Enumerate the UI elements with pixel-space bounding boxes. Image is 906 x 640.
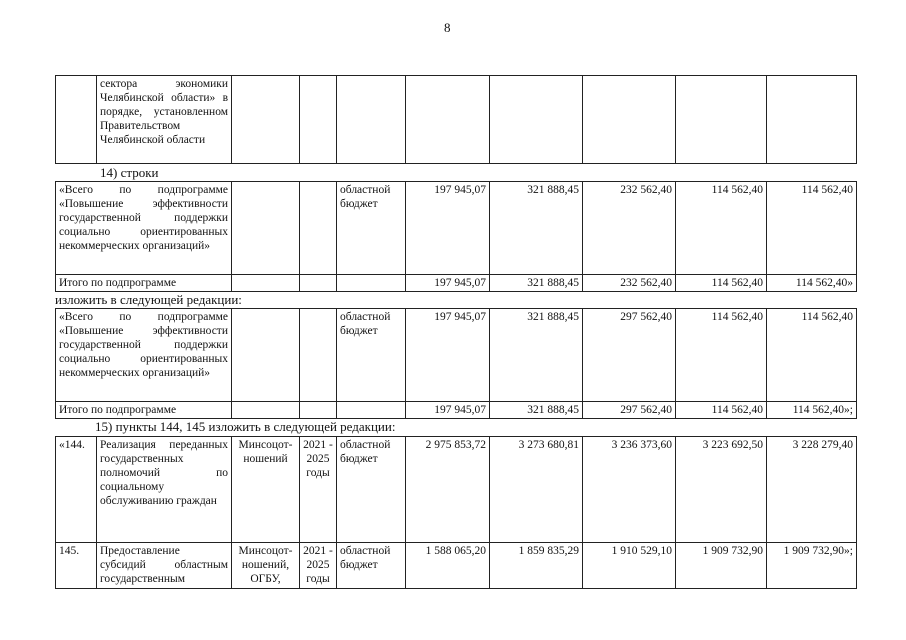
table-cell <box>232 76 300 164</box>
table-cell <box>300 309 337 402</box>
old-rows-table <box>55 181 857 292</box>
table-cell: 321 888,45 <box>490 309 583 402</box>
table-cell: 197 945,07 <box>406 309 490 402</box>
table-cell: «144. <box>56 437 97 543</box>
table-row <box>56 275 857 292</box>
table-cell: 2 975 853,72 <box>406 437 490 543</box>
table-cell: «Всего по подпрограмме «Повышение эффективности государственной поддержки социально ориентированных некоммерческих организаций» <box>56 309 232 402</box>
table-cell: «Всего по подпрограмме «Повышение эффективности государственной поддержки социально ориентированных некоммерческих организаций» <box>56 182 232 275</box>
table-cell: 3 228 279,40 <box>767 437 857 543</box>
table-row <box>56 437 857 543</box>
table-cell: Итого по подпрограмме <box>56 275 232 292</box>
table-cell: 232 562,40 <box>583 182 676 275</box>
new-rows-table <box>55 308 857 419</box>
table-cell: 1 588 065,20 <box>406 543 490 589</box>
table-cell: 1 859 835,29 <box>490 543 583 589</box>
table-row <box>56 543 857 589</box>
table-row <box>56 402 857 419</box>
table-cell <box>232 182 300 275</box>
section-14-line: 14) строки <box>100 165 159 180</box>
table-cell <box>56 76 97 164</box>
table-cell: 114 562,40 <box>767 309 857 402</box>
table-cell: областной бюджет <box>337 437 406 543</box>
table-cell: 114 562,40»; <box>767 402 857 419</box>
table-cell: 197 945,07 <box>406 182 490 275</box>
table-cell: 1 910 529,10 <box>583 543 676 589</box>
table-cell <box>232 402 300 419</box>
table-cell: 3 236 373,60 <box>583 437 676 543</box>
table-cell: 321 888,45 <box>490 402 583 419</box>
table-cell <box>300 402 337 419</box>
table-cell: 114 562,40 <box>676 402 767 419</box>
table-cell: областной бюджет <box>337 182 406 275</box>
page-number: 8 <box>444 20 451 35</box>
table-cell <box>232 309 300 402</box>
table-cell <box>300 76 337 164</box>
continuation-table <box>55 75 857 164</box>
table-cell: 1 909 732,90»; <box>767 543 857 589</box>
table-cell: 145. <box>56 543 97 589</box>
table-cell <box>300 275 337 292</box>
table-row <box>56 76 857 164</box>
table-cell: 114 562,40 <box>676 182 767 275</box>
table-cell: 197 945,07 <box>406 402 490 419</box>
table-cell: 297 562,40 <box>583 402 676 419</box>
table-row <box>56 309 857 402</box>
table-cell <box>490 76 583 164</box>
table-cell: 321 888,45 <box>490 182 583 275</box>
table-cell: 297 562,40 <box>583 309 676 402</box>
table-cell: 1 909 732,90 <box>676 543 767 589</box>
table-cell: 3 273 680,81 <box>490 437 583 543</box>
table-cell: Минсоцот-ношений <box>232 437 300 543</box>
table-cell: 114 562,40 <box>767 182 857 275</box>
table-row <box>56 182 857 275</box>
table-cell <box>300 182 337 275</box>
table-cell: 3 223 692,50 <box>676 437 767 543</box>
table-cell: Предоставление субсидий областным государственным <box>97 543 232 589</box>
edit-instruction-line: изложить в следующей редакции: <box>55 292 242 307</box>
table-cell <box>406 76 490 164</box>
table-cell: 197 945,07 <box>406 275 490 292</box>
table-cell <box>232 275 300 292</box>
table-cell: 2021 - 2025 годы <box>300 437 337 543</box>
table-cell <box>583 76 676 164</box>
table-cell <box>337 402 406 419</box>
table-cell <box>767 76 857 164</box>
table-cell: Итого по подпрограмме <box>56 402 232 419</box>
table-cell: областной бюджет <box>337 309 406 402</box>
table-cell: 114 562,40 <box>676 275 767 292</box>
section-15-line: 15) пункты 144, 145 изложить в следующей редакции: <box>95 419 396 434</box>
table-cell: Реализация переданных государственных полномочий по социальному обслуживанию граждан <box>97 437 232 543</box>
table-cell: сектора экономики Челябинской области» в порядке, установленном Правительством Челябинской области <box>97 76 232 164</box>
table-cell: областной бюджет <box>337 543 406 589</box>
table-cell <box>337 275 406 292</box>
table-cell: Минсоцот-ношений, ОГБУ, <box>232 543 300 589</box>
table-cell: 2021 - 2025 годы <box>300 543 337 589</box>
table-cell: 114 562,40 <box>676 309 767 402</box>
table-cell: 114 562,40» <box>767 275 857 292</box>
items-table <box>55 436 857 589</box>
table-cell: 232 562,40 <box>583 275 676 292</box>
table-cell <box>676 76 767 164</box>
table-cell <box>337 76 406 164</box>
table-cell: 321 888,45 <box>490 275 583 292</box>
